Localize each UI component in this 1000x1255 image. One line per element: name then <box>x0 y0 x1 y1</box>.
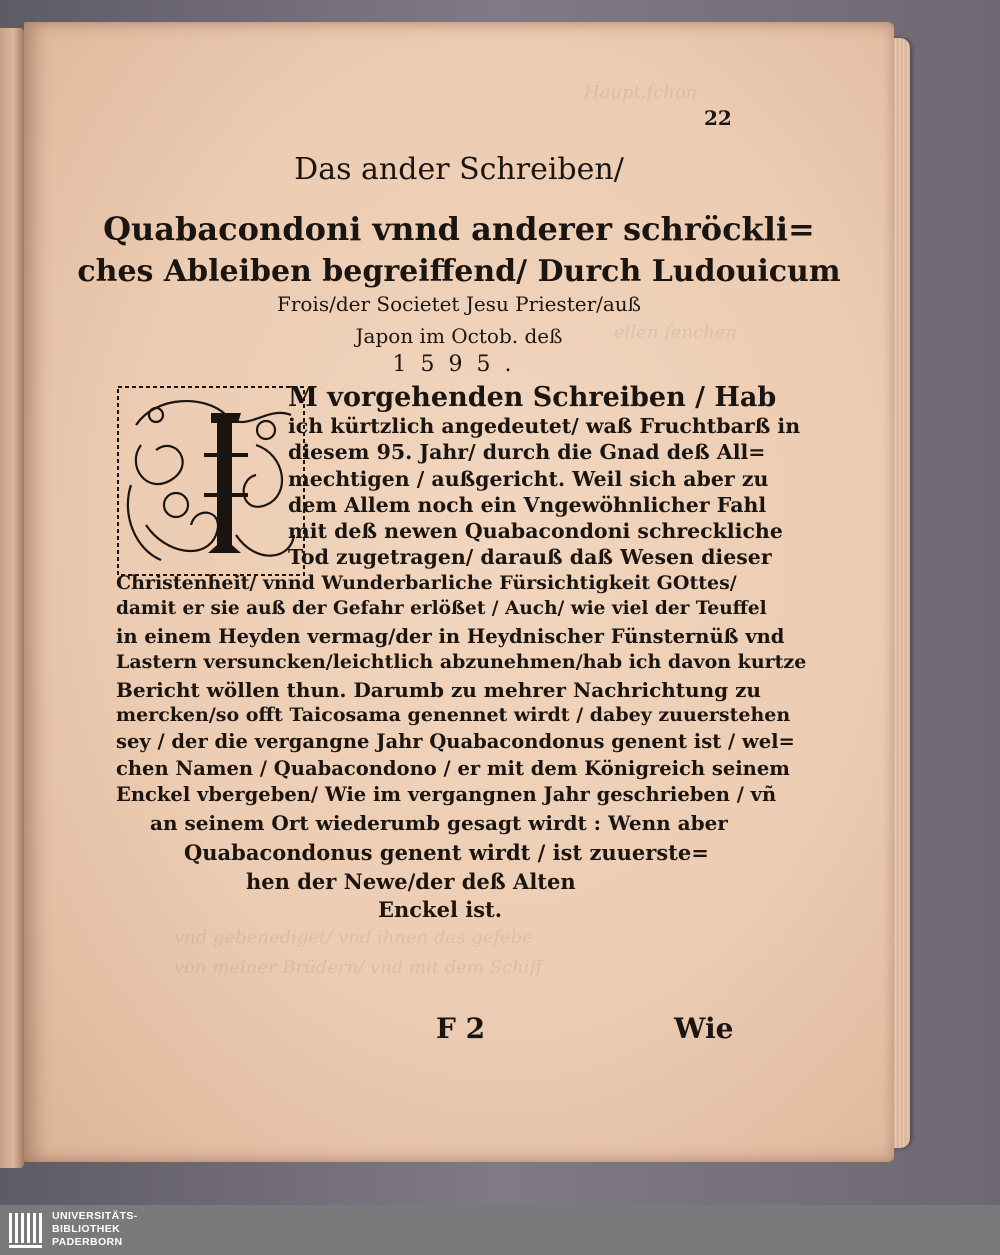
bleed-through-text: von meiner Brüdern/ vnd mit dem Schiff <box>174 957 543 978</box>
body-line: M vorgehenden Schreiben / Hab <box>288 382 777 413</box>
university-library-logo-icon <box>6 1209 46 1251</box>
facing-page-edge <box>0 28 24 1168</box>
body-line: Tod zugetragen/ darauß daß Wesen dieser <box>288 545 772 569</box>
heading-line-4: Frois/der Societet Jesu Priester/auß <box>276 292 642 316</box>
body-line: Enckel vbergeben/ Wie im vergangnen Jahr geschrieben / vñ <box>116 783 777 806</box>
body-line: mit deß newen Quabacondoni schreckliche <box>288 519 783 543</box>
body-line: an seinem Ort wiederumb gesagt wirdt : Wenn aber <box>150 811 728 835</box>
body-line: damit er sie auß der Gefahr erlößet / Auch/ wie viel der Teuffel <box>116 598 767 619</box>
book-page <box>24 22 894 1162</box>
body-line: mercken/so offt Taicosama genennet wirdt / dabey zuuerstehen <box>116 704 791 726</box>
body-line: Christenheit/ vnnd Wunderbarliche Fürsichtigkeit GOttes/ <box>116 572 737 594</box>
library-name-line-3: PADERBORN <box>52 1236 123 1248</box>
library-name <box>52 1210 138 1249</box>
bleed-through-text: ellen fenchen <box>614 322 737 343</box>
body-line: chen Namen / Quabacondono / er mit dem Königreich seinem <box>116 757 790 780</box>
catchword: Wie <box>674 1012 734 1045</box>
body-line: ich kürtzlich angedeutet/ waß Fruchtbarß in <box>288 414 801 438</box>
library-name-line-2: BIBLIOTHEK <box>52 1223 121 1235</box>
body-line: Quabacondonus genent wirdt / ist zuuerste= <box>184 840 709 865</box>
body-line: Enckel ist. <box>378 897 503 922</box>
body-line: Lastern versuncken/leichtlich abzunehmen/hab ich davon kurtze <box>116 651 807 673</box>
body-line: hen der Newe/der deß Alten <box>246 869 576 894</box>
bleed-through-text: Haupt,fchon <box>584 82 698 103</box>
library-name-line-1: UNIVERSITÄTS- <box>52 1210 138 1222</box>
body-line: Bericht wöllen thun. Darumb zu mehrer Nachrichtung zu <box>116 678 761 702</box>
body-line: in einem Heyden vermag/der in Heydnischer Fünsternüß vnd <box>116 625 785 648</box>
decorated-initial-i-icon <box>116 385 306 577</box>
body-line: diesem 95. Jahr/ durch die Gnad deß All= <box>288 440 766 464</box>
body-line: mechtigen / außgericht. Weil sich aber zu <box>288 467 769 491</box>
heading-line-1: Das ander Schreiben/ <box>294 152 624 187</box>
heading-line-5: Japon im Octob. deß <box>355 324 563 348</box>
body-line: dem Allem noch ein Vngewöhnlicher Fahl <box>288 493 767 517</box>
bleed-through-text: vnd gebenediget/ vnd ihnen das gefebe <box>174 927 533 948</box>
signature-mark: F 2 <box>436 1012 486 1045</box>
library-footer-bar <box>0 1205 1000 1255</box>
heading-line-3: ches Ableiben begreiffend/ Durch Ludouicum <box>77 254 841 289</box>
heading-year: 1595. <box>392 352 526 377</box>
body-line: sey / der die vergangne Jahr Quabacondonus genent ist / wel= <box>116 730 795 753</box>
heading-line-2: Quabacondoni vnnd anderer schröckli= <box>103 210 815 248</box>
page-number: 22 <box>704 106 732 130</box>
